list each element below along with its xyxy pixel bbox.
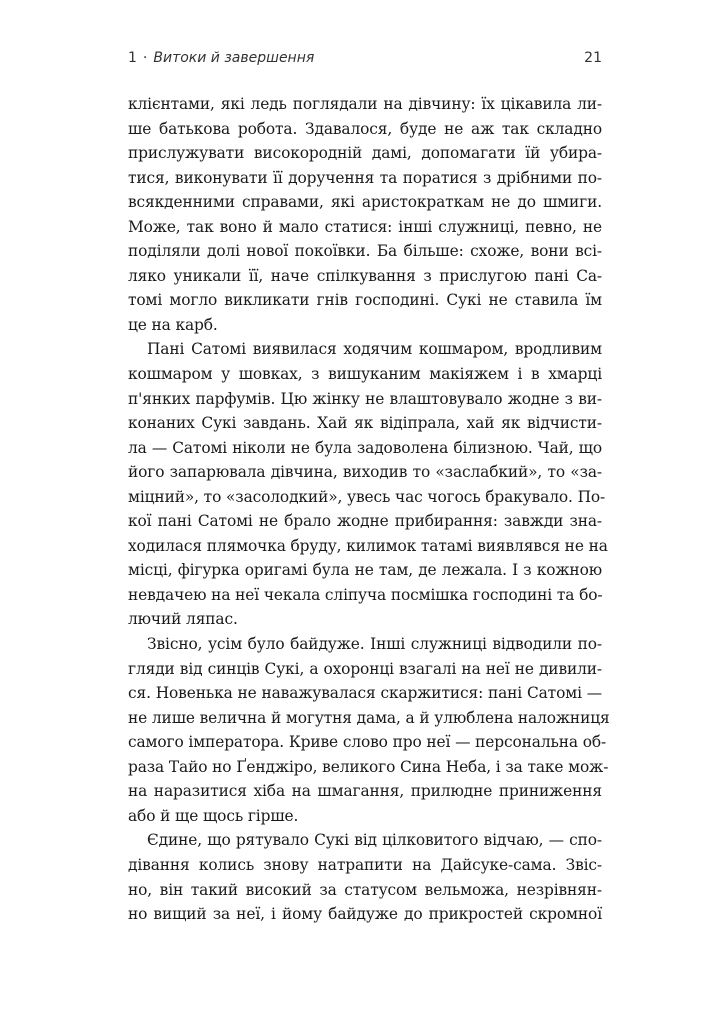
- text-line: місці, фігурка оригамі була не там, де лежала. І з кожною: [128, 561, 602, 580]
- text-line: клієнтами, які ледь поглядали на дівчину: їх цікавила ли-: [128, 95, 602, 113]
- header-separator: ·: [142, 50, 148, 66]
- running-head: [128, 50, 602, 74]
- chapter-title: Витоки й завершення: [153, 50, 315, 66]
- text-line: но, він такий високий за статусом вельможа, незрівнян-: [128, 880, 602, 899]
- text-line: його запарювала дівчина, виходив то «заслабкий», то «за-: [128, 463, 602, 482]
- text-line: Пані Сатомі виявилася ходячим кошмаром, вродливим: [147, 340, 602, 359]
- text-line: конаних Сукі завдань. Хай як відіпрала, хай як відчисти-: [128, 414, 602, 433]
- text-line: на наразитися хіба на шмагання, прилюдне приниження: [128, 782, 602, 801]
- body-text: [128, 92, 610, 927]
- text-line: ходилася плямочка бруду, килимок татамі виявлявся не на: [128, 536, 608, 555]
- text-line: ла — Сатомі ніколи не була задоволена білизною. Чай, що: [128, 438, 602, 457]
- text-line: Єдине, що рятувало Сукі від цілковитого відчаю, — спо-: [147, 831, 602, 850]
- text-line: поділяли долі нової покоївки. Ба більше: схоже, вони всі-: [128, 242, 602, 261]
- text-line: всякденними справами, які аристократкам не до шмиги.: [128, 193, 602, 212]
- text-line: раза Тайо но Ґенджіро, великого Сина Неба, і за таке мож-: [128, 757, 609, 776]
- text-line: лючий ляпас.: [128, 610, 238, 629]
- text-line: ся. Новенька не наважувалася скаржитися: пані Сатомі —: [128, 684, 602, 703]
- text-line: самого імператора. Криве слово про неї — персональна об-: [128, 733, 607, 752]
- chapter-heading: [128, 50, 314, 66]
- text-line: прислужувати високородній дамі, допомагати їй убира-: [128, 144, 602, 163]
- text-line: тися, виконувати її доручення та поратися з дрібними по-: [128, 168, 602, 187]
- text-line: томі могло викликати гнів господині. Сукі не ставила їм: [128, 291, 602, 310]
- text-line: гляди від синців Сукі, а охоронці взагалі на неї не дивили-: [128, 659, 602, 678]
- text-line: або й ще щось гірше.: [128, 806, 299, 825]
- text-line: ляко уникали її, наче спілкування з прислугою пані Са-: [128, 266, 602, 285]
- chapter-number: 1: [128, 50, 137, 66]
- text-line: но вищий за неї, і йому байдуже до прикростей скромної: [128, 905, 602, 924]
- text-line: кої пані Сатомі не брало жодне прибирання: завжди зна-: [128, 512, 602, 531]
- page-number: 21: [584, 50, 602, 66]
- text-line: це на карб.: [128, 315, 218, 334]
- text-line: Може, так воно й мало статися: інші служниці, певно, не: [128, 217, 602, 236]
- text-line: не лише велична й могутня дама, а й улюблена наложниця: [128, 708, 610, 727]
- text-line: дівання колись знову натрапити на Дайсуке-сама. Звіс-: [128, 855, 602, 874]
- text-line: п'янких парфумів. Цю жінку не влаштовувало жодне з ви-: [128, 389, 602, 408]
- text-line: міцний», то «засолодкий», увесь час чогось бракувало. По-: [128, 487, 606, 506]
- text-line: Звісно, усім було байдуже. Інші служниці відводили по-: [147, 635, 602, 654]
- text-line: невдачею на неї чекала сліпуча посмішка господині та бо-: [128, 585, 603, 604]
- text-line: ше батькова робота. Здавалося, буде не аж так складно: [128, 119, 602, 138]
- text-line: кошмаром у шовках, з вишуканим макіяжем і в хмарці: [128, 365, 602, 384]
